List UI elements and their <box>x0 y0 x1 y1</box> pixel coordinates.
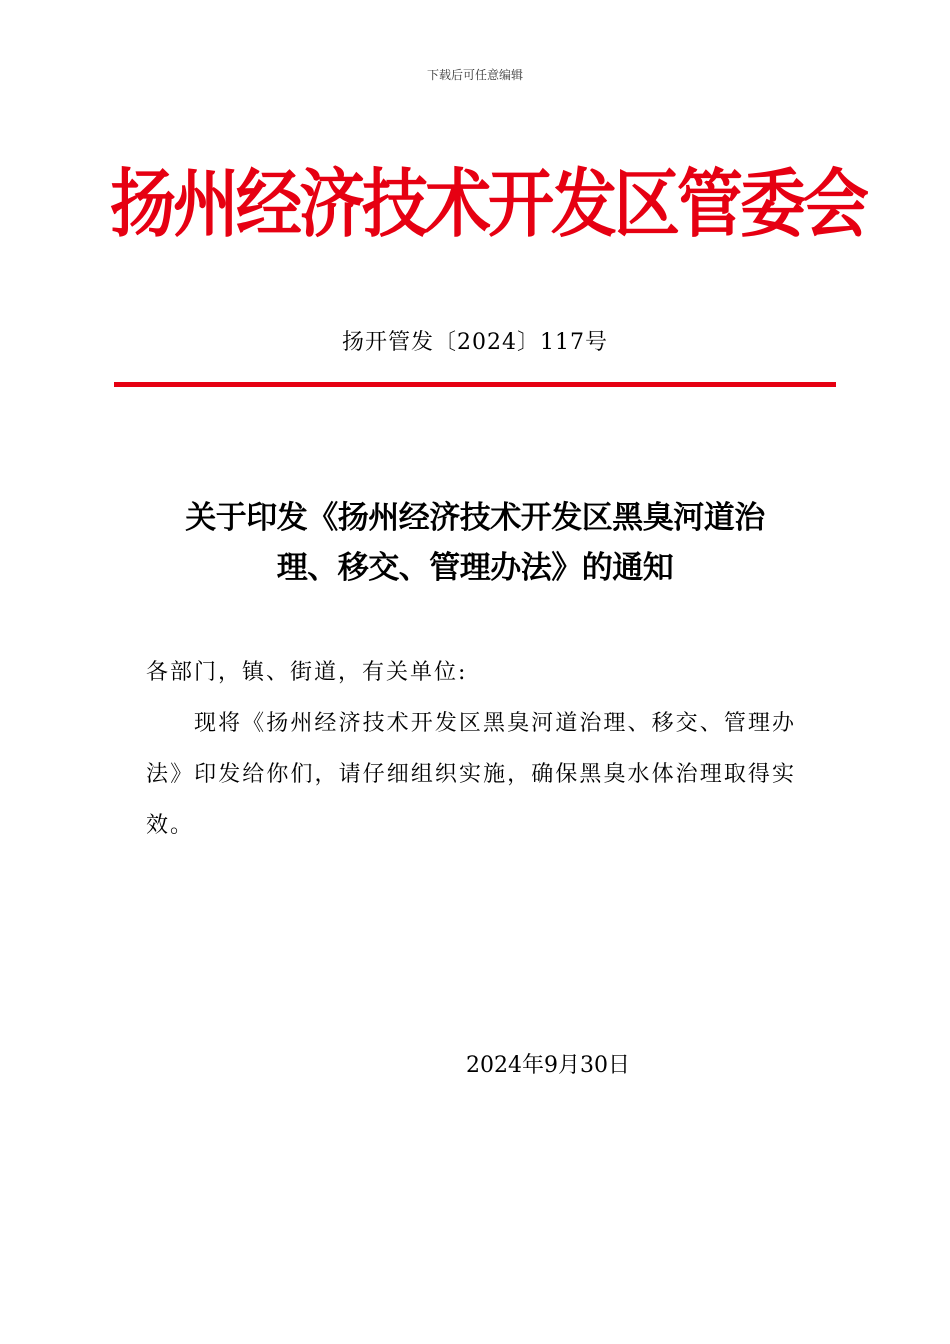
document-title-line-1: 关于印发《扬州经济技术开发区黑臭河道治 <box>185 500 765 536</box>
download-edit-note: 下载后可任意编辑 <box>426 68 523 82</box>
red-separator-line <box>114 382 836 387</box>
organization-header: 扬州经济技术开发区管委会 <box>110 160 866 248</box>
document-body <box>146 647 796 851</box>
salutation: 各部门，镇、街道，有关单位: <box>146 660 468 685</box>
issue-date: 2024年9月30日 <box>466 1053 630 1078</box>
document-title <box>120 493 830 593</box>
document-number: 扬开管发〔2024〕117号 <box>342 330 608 355</box>
document-title-line-2: 理、移交、管理办法》的通知 <box>276 550 674 586</box>
body-paragraph: 现将《扬州经济技术开发区黑臭河道治理、移交、管理办法》印发给你们，请仔细组织实施，确保黑臭水体治理取得实效。 <box>146 711 796 838</box>
